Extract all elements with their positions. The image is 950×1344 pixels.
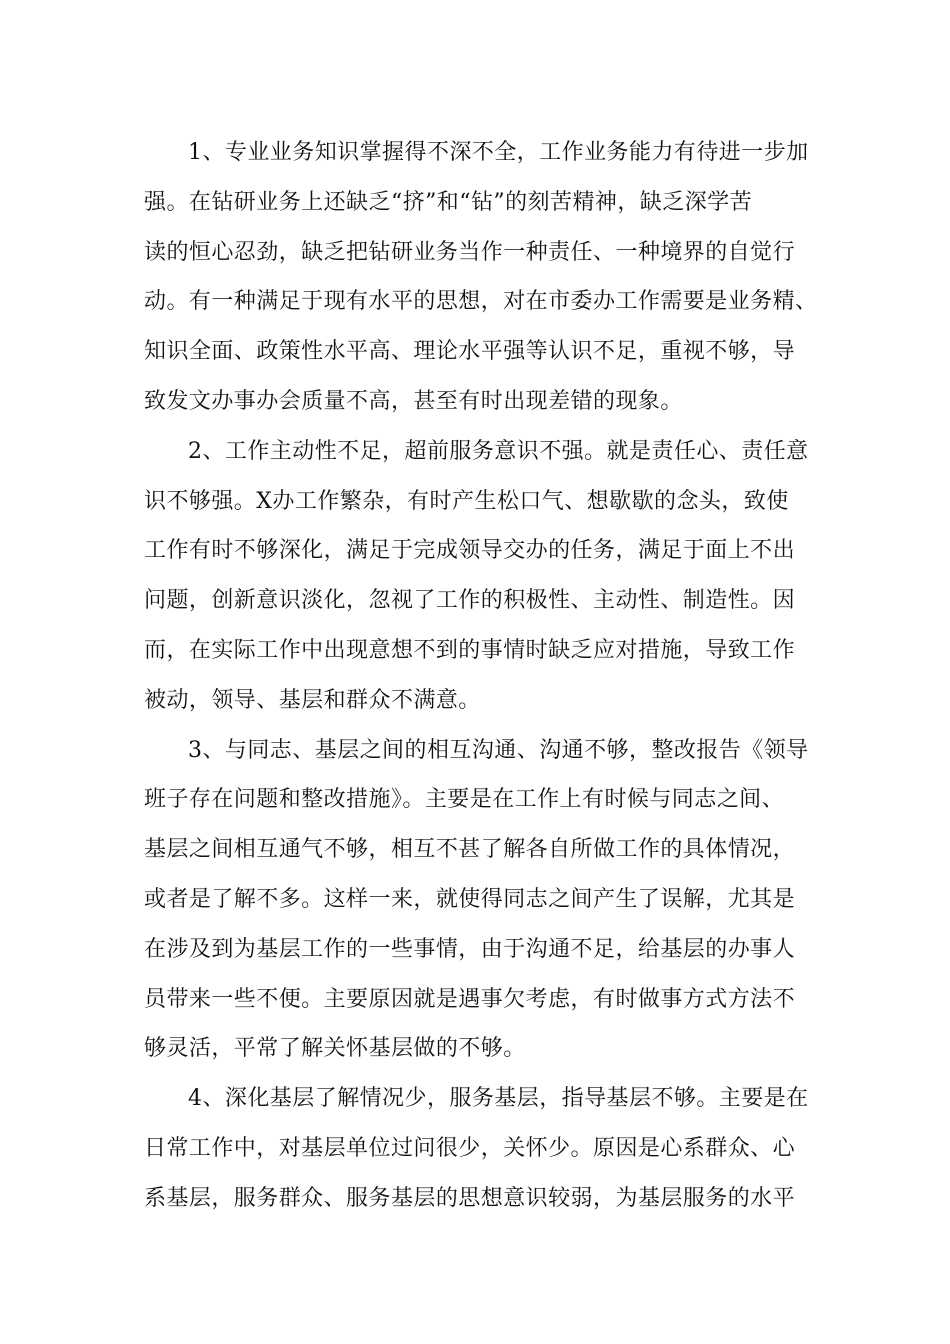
paragraph-4	[144, 1074, 834, 1223]
text-line: 或者是了解不多。这样一来，就使得同志之间产生了误解，尤其是	[144, 886, 796, 912]
text-line: 强。在钻研业务上还缺乏“挤”和“钻”的刻苦精神，缺乏深学苦	[144, 189, 753, 215]
text-line: 班子存在问题和整改措施》。主要是在工作上有时候与同志之间、	[144, 787, 785, 813]
text-line: 问题，创新意识淡化，忽视了工作的积极性、主动性、制造性。因	[144, 588, 796, 614]
text-line: 被动，领导、基层和群众不满意。	[144, 687, 481, 713]
text-line: 在涉及到为基层工作的一些事情，由于沟通不足，给基层的办事人	[144, 936, 796, 962]
paragraph-2	[144, 427, 834, 726]
text-line: 够灵活，平常了解关怀基层做的不够。	[144, 1036, 526, 1062]
text-line: 2、工作主动性不足，超前服务意识不强。就是责任心、责任意	[188, 438, 809, 464]
text-line: 而，在实际工作中出现意想不到的事情时缺乏应对措施，导致工作	[144, 637, 796, 663]
text-line: 基层之间相互通气不够，相互不甚了解各自所做工作的具体情况，	[144, 837, 796, 863]
text-line: 读的恒心忍劲，缺乏把钻研业务当作一种责任、一种境界的自觉行	[144, 239, 796, 265]
text-line: 员带来一些不便。主要原因就是遇事欠考虑，有时做事方式方法不	[144, 986, 796, 1012]
paragraph-1	[144, 128, 834, 427]
text-line: 识不够强。X办工作繁杂，有时产生松口气、想歇歇的念头，致使	[144, 488, 789, 514]
text-line: 日常工作中，对基层单位过问很少，关怀少。原因是心系群众、心	[144, 1135, 796, 1161]
text-line: 动。有一种满足于现有水平的思想，对在市委办工作需要是业务精、	[144, 289, 818, 315]
text-line: 4、深化基层了解情况少，服务基层，指导基层不够。主要是在	[188, 1086, 809, 1112]
text-line: 系基层，服务群众、服务基层的思想意识较弱，为基层服务的水平	[144, 1185, 796, 1211]
text-line: 工作有时不够深化，满足于完成领导交办的任务，满足于面上不出	[144, 538, 796, 564]
text-line: 知识全面、政策性水平高、理论水平强等认识不足，重视不够，导	[144, 339, 796, 365]
text-line: 致发文办事办会质量不高，甚至有时出现差错的现象。	[144, 388, 683, 414]
paragraph-3	[144, 726, 834, 1075]
text-line: 3、与同志、基层之间的相互沟通、沟通不够，整改报告《领导	[188, 737, 809, 763]
text-line: 1、专业业务知识掌握得不深不全，工作业务能力有待进一步加	[188, 140, 809, 165]
document-body	[144, 128, 834, 1224]
